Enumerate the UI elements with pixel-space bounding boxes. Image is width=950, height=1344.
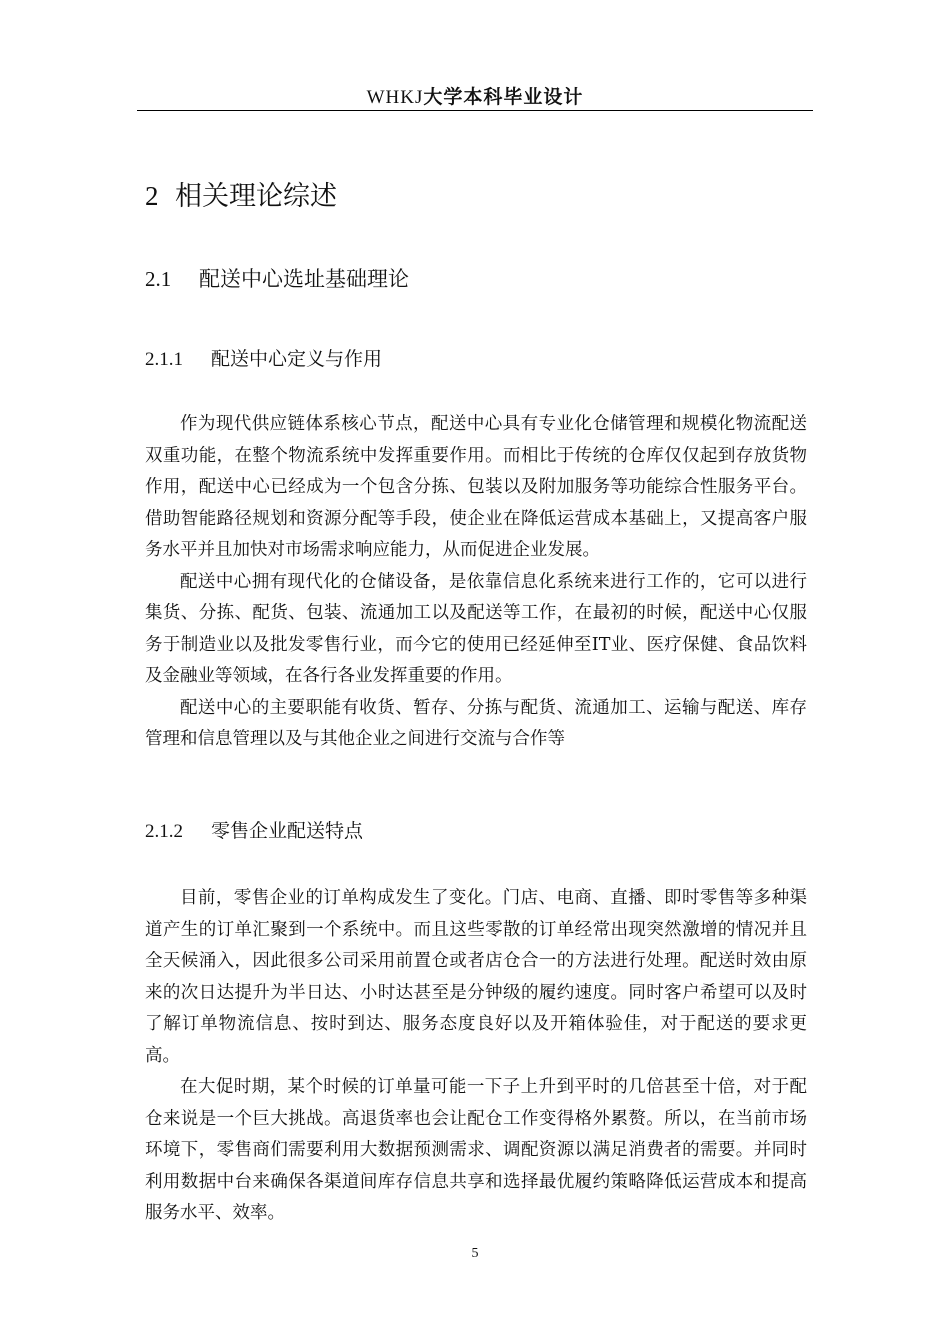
page-header — [137, 84, 813, 111]
subsection-title: 配送中心定义与作用 — [211, 348, 383, 370]
subsection-heading-1 — [145, 344, 382, 375]
subsection-number: 2.1.2 — [145, 821, 183, 842]
paragraph: 目前，零售企业的订单构成发生了变化。门店、电商、直播、即时零售等多种渠道产生的订单汇聚到一个系统中。而且这些零散的订单经常出现突然激增的情况并且全天候涌入，因此很多公司采用前置仓或者店仓合一的方法进行处理。配送时效由原来的次日达提升为半日达、小时达甚至是分钟级的履约速度。同时客户希望可以及时了解订单物流信息、按时到达、服务态度良好以及开箱体验佳，对于配送的要求更高。 — [145, 888, 807, 1066]
section-heading — [145, 262, 409, 296]
chapter-title: 相关理论综述 — [175, 181, 337, 212]
chapter-number: 2 — [145, 181, 159, 211]
subsection-1-body — [145, 409, 807, 756]
header-title-text: 大学本科毕业设计 — [423, 86, 584, 108]
page-number: 5 — [471, 1246, 479, 1261]
subsection-title: 零售企业配送特点 — [211, 820, 364, 842]
section-title: 配送中心选址基础理论 — [199, 267, 409, 291]
paragraph: 配送中心的主要职能有收货、暂存、分拣与配货、流通加工、运输与配送、库存管理和信息管理以及与其他企业之间进行交流与合作等 — [145, 697, 807, 749]
header-latin-text: WHKJ — [366, 87, 424, 108]
paragraph: 在大促时期，某个时候的订单量可能一下子上升到平时的几倍甚至十倍，对于配仓来说是一个巨大挑战。高退货率也会让配仓工作变得格外累赘。所以，在当前市场环境下，零售商们需要利用大数据预测需求、调配资源以满足消费者的需要。并同时利用数据中台来确保各渠道间库存信息共享和选择最优履约策略降低运营成本和提高服务水平、效率。 — [145, 1077, 807, 1223]
paragraph: 作为现代供应链体系核心节点，配送中心具有专业化仓储管理和规模化物流配送双重功能，在整个物流系统中发挥重要作用。而相比于传统的仓库仅仅起到存放货物作用，配送中心已经成为一个包含分拣、包装以及附加服务等功能综合性服务平台。借助智能路径规划和资源分配等手段，使企业在降低运营成本基础上，又提高客户服务水平并且加快对市场需求响应能力，从而促进企业发展。 — [145, 414, 807, 560]
section-number: 2.1 — [145, 267, 172, 291]
chapter-heading — [145, 176, 337, 217]
paragraph: 配送中心拥有现代化的仓储设备，是依靠信息化系统来进行工作的，它可以进行集货、分拣、配货、包装、流通加工以及配送等工作，在最初的时候，配送中心仅服务于制造业以及批发零售行业，而今它的使用已经延伸至IT业、医疗保健、食品饮料及金融业等领域，在各行各业发挥重要的作用。 — [145, 571, 807, 686]
subsection-2-body — [145, 883, 807, 1230]
subsection-heading-2 — [145, 816, 363, 847]
subsection-number: 2.1.1 — [145, 349, 183, 370]
